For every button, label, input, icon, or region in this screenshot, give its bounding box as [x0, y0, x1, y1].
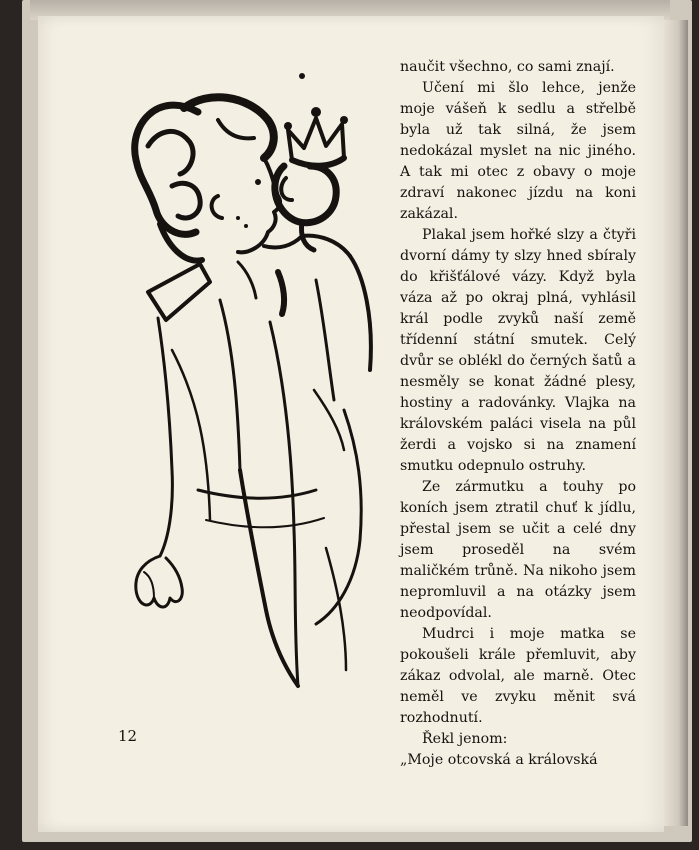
- paragraph: Ze zármutku a touhy po koních jsem ztratil chuť k jídlu, přestal jsem se učit a celé dny jsem proseděl na svém maličkém trůně. Na nikoho jsem nepromluvil a na otázky jsem neodpovídal.: [400, 479, 636, 621]
- page-stack-edge: [664, 20, 688, 826]
- illustration-boy-with-crowned-puppet: [88, 50, 398, 700]
- paragraph: Řekl jenom:: [422, 731, 508, 747]
- paragraph: Mudrci i moje matka se pokoušeli krále přemluvit, aby zákaz odvolal, ale marně. Otec neměl ve zvyku měnit svá rozhodnutí.: [400, 626, 636, 726]
- story-text: [400, 57, 636, 771]
- paragraph: Učení mi šlo lehce, jenže moje vášeň k sedlu a střelbě byla už tak silná, že jsem nedokázal myslet na nic jiného. A tak mi otec z obavy o moje zdraví nakonec jízdu na koni zakázal.: [400, 80, 636, 222]
- paragraph-continuation: naučit všechno, co sami znají.: [400, 59, 615, 75]
- paragraph-quote: „Moje otcovská a královská: [400, 752, 598, 768]
- page-number: 12: [118, 727, 138, 745]
- paragraph: Plakal jsem hořké slzy a čtyři dvorní dámy ty slzy hned sbíraly do křišťálové vázy. Když byla váza až po okraj plná, vyhlásil král podle zvyků naší země třídenní státní smutek. Celý dvůr se oblékl do černých šatů a nesměly se konat žádné plesy, hostiny a radovánky. Vlajka na královském paláci visela na půl žerdi a vojsko si na znamení smutku odepnulo ostruhy.: [400, 227, 636, 474]
